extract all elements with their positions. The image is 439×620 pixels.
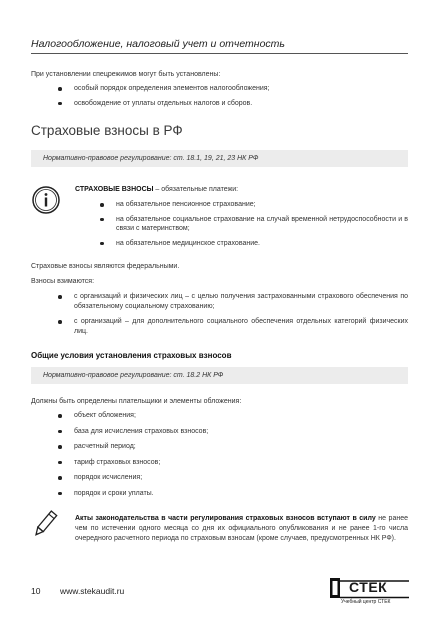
regulation-box xyxy=(31,367,408,384)
logo-text: СТЕК xyxy=(349,579,388,595)
section-title: Страховые взносы в РФ xyxy=(31,123,183,138)
header-divider xyxy=(31,53,408,54)
list-item: тариф страховых взносов; xyxy=(53,458,393,467)
list-item: на обязательное пенсионное страхование; xyxy=(95,200,408,210)
list-item: особый порядок определения элементов налогообложения; xyxy=(53,84,393,94)
definition-lead xyxy=(75,186,238,193)
list-item: освобождение от уплаты отдельных налогов и сборов. xyxy=(53,99,393,109)
note-rest: не ранее чем по истечении одного месяца со дня их официального опубликования и не ранее 1-го числа очередного расчетного периода по страховым взносам (кроме случаев, предусмотренных НК РФ). xyxy=(75,515,408,542)
pencil-icon xyxy=(31,508,59,540)
elements-text: Должны быть определены плательщики и элементы обложения: xyxy=(31,398,242,405)
regulation-text: Нормативно-правовое регулирование: ст. 18.1, 19, 21, 23 НК РФ xyxy=(43,155,259,162)
running-header: Налогообложение, налоговый учет и отчетность xyxy=(31,38,285,50)
list-item: на обязательное медицинское страхование. xyxy=(95,239,408,249)
list-item: с организаций и физических лиц – с целью получения застрахованными страхового обеспечения по обязательному социальному страхованию; xyxy=(53,292,408,311)
definition-rest: – обязательные платежи: xyxy=(153,186,239,193)
intro-text: При установлении спецрежимов могут быть установлены: xyxy=(31,71,221,78)
regulation-box xyxy=(31,150,408,167)
elements-list xyxy=(53,411,393,498)
list-item: расчетный период; xyxy=(53,442,393,451)
federal-text: Страховые взносы являются федеральными. xyxy=(31,263,180,270)
list-item: порядок и сроки уплаты. xyxy=(53,489,393,498)
list-item: порядок исчисления; xyxy=(53,473,393,482)
note-text xyxy=(75,514,408,544)
info-circle-icon xyxy=(31,185,61,215)
footer-website[interactable]: www.stekaudit.ru xyxy=(60,586,125,596)
page-number: 10 xyxy=(31,586,41,596)
subsection-heading: Общие условия установления страховых взносов xyxy=(31,351,232,360)
list-item: с организаций – для дополнительного социального обеспечения отдельных категорий физических лиц. xyxy=(53,317,408,336)
intro-list xyxy=(53,84,393,108)
levied-list xyxy=(53,292,408,336)
list-item: объект обложения; xyxy=(53,411,393,420)
list-item: база для исчисления страховых взносов; xyxy=(53,427,393,436)
logo-subtitle: Учебный центр СТЕК xyxy=(341,599,391,605)
note-bold: Акты законодательства в части регулирования страховых взносов вступают в силу xyxy=(75,515,376,522)
definition-term: СТРАХОВЫЕ ВЗНОСЫ xyxy=(75,186,154,193)
regulation-text: Нормативно-правовое регулирование: ст. 18.2 НК РФ xyxy=(43,372,224,379)
levied-text: Взносы взимаются: xyxy=(31,278,95,285)
definition-list xyxy=(95,200,408,248)
list-item: на обязательное социальное страхование на случай временной нетрудоспособности и в связи с материнством; xyxy=(95,215,408,234)
